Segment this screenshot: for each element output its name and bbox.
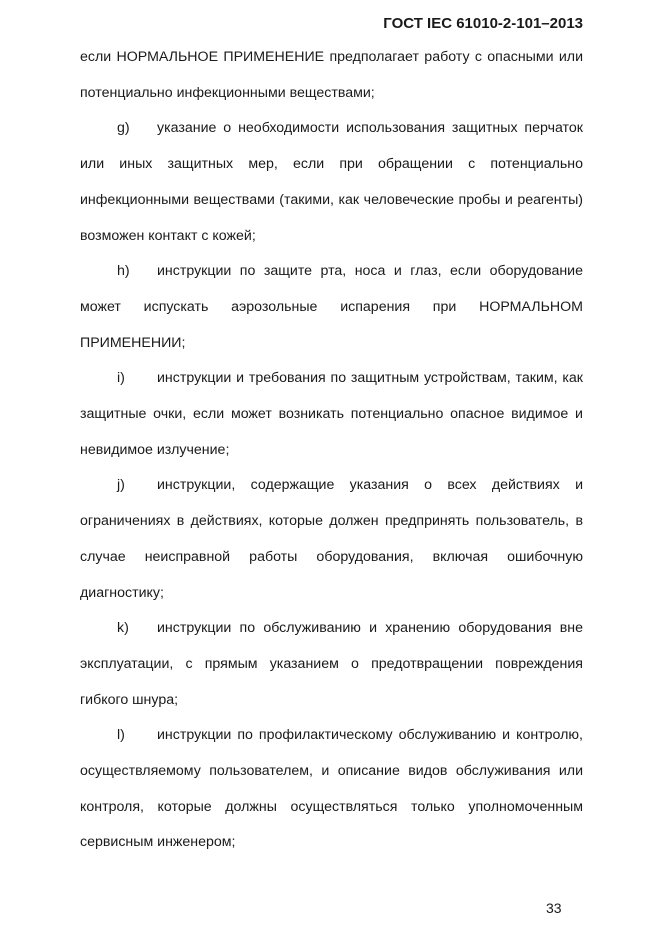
list-marker: j) <box>117 477 125 494</box>
list-item-text: инструкции по защите рта, носа и глаз, если оборудование может испускать аэрозольные испарения при НОРМАЛЬНОМ ПРИМЕНЕНИИ; <box>80 263 583 351</box>
standard-header: ГОСТ IEC 61010-2-101–2013 <box>383 15 583 32</box>
list-item-text: указание о необходимости использования защитных перчаток или иных защитных мер, если при обращении с потенциально инфекционными веществами (такими, как человеческие пробы и реагенты) возможен контакт с кожей; <box>80 120 583 244</box>
list-item-i <box>80 361 583 468</box>
list-marker: k) <box>117 620 129 637</box>
list-item-text: инструкции, содержащие указания о всех действиях и ограничениях в действиях, которые должен предпринять пользователь, в случае неисправной работы оборудования, включая ошибочную диагностику; <box>80 477 583 601</box>
list-item-k <box>80 611 583 718</box>
list-item-g <box>80 111 583 254</box>
intro-paragraph: если НОРМАЛЬНОЕ ПРИМЕНЕНИЕ предполагает работу с опасными или потенциально инфекционными веществами; <box>80 49 583 101</box>
list-marker: i) <box>117 370 125 387</box>
list-marker: g) <box>117 120 130 137</box>
list-marker: h) <box>117 263 130 280</box>
list-item-text: инструкции по обслуживанию и хранению оборудования вне эксплуатации, с прямым указанием о предотвращении повреждения гибкого шнура; <box>80 620 583 708</box>
document-body <box>80 40 583 861</box>
list-item-j <box>80 468 583 611</box>
list-item-text: инструкции по профилактическому обслуживанию и контролю, осуществляемому пользователем, и описание видов обслуживания или контроля, которые должны осуществляться только уполномоченным сервисным инженером; <box>80 727 583 851</box>
list-marker: l) <box>117 727 125 744</box>
list-item-h <box>80 254 583 361</box>
list-item-l <box>80 718 583 861</box>
page-number: 33 <box>546 900 562 916</box>
list-item-text: инструкции и требования по защитным устройствам, таким, как защитные очки, если может возникать потенциально опасное видимое и невидимое излучение; <box>80 370 583 458</box>
